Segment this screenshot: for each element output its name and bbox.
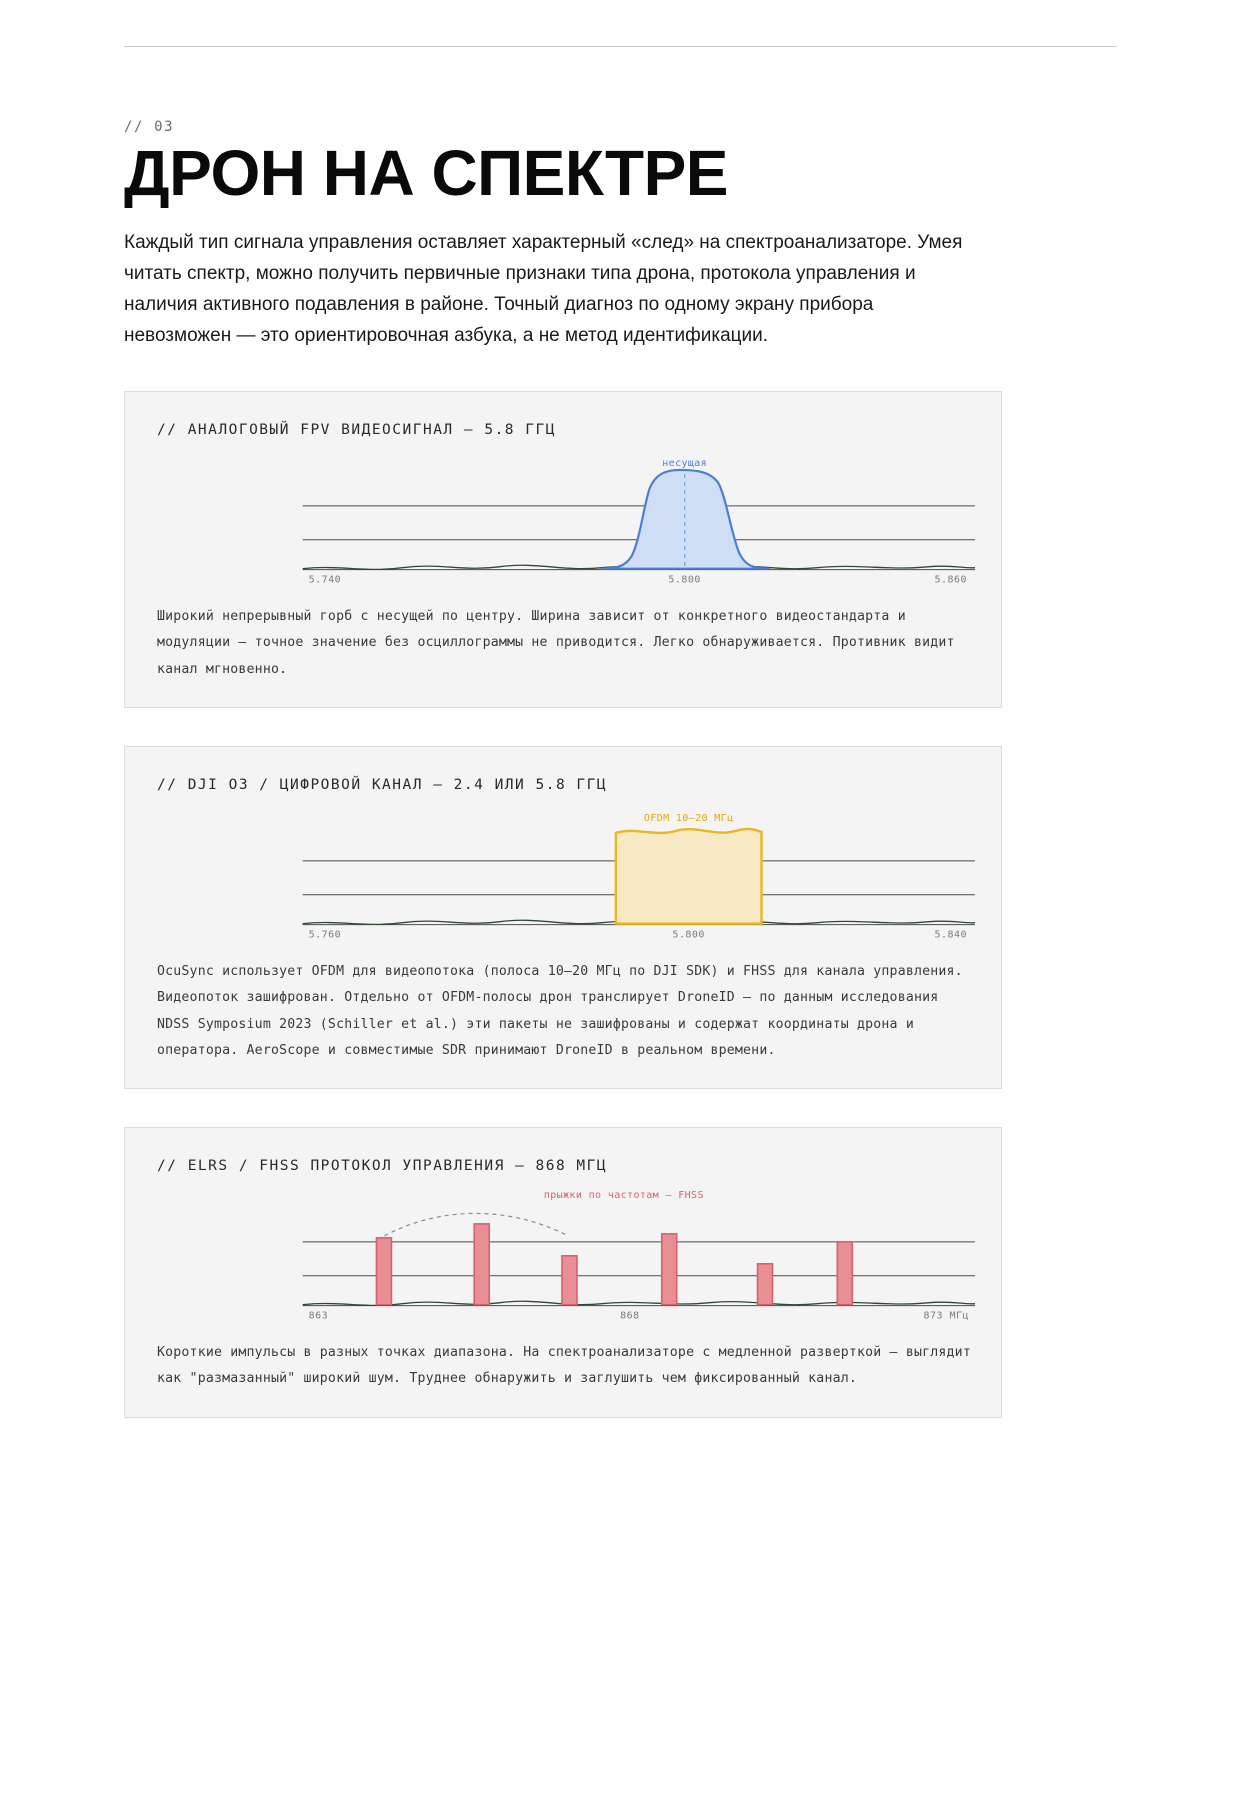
card-title-elrs-fhss: // ELRS / FHSS ПРОТОКОЛ УПРАВЛЕНИЯ — 868 МГЦ (157, 1158, 608, 1175)
fhss-pulse-bar (562, 1256, 577, 1305)
card-description-dji-o3: OcuSync использует OFDM для видеопотока (полоса 10—20 МГц по DJI SDK) и FHSS для канала управления. Видеопоток зашифрован. Отдельно от OFDM-полосы дрон транслирует DroneID — по данным исследования NDSS Symposium 2023 (Schiller et al.) эти пакеты не зашифрованы и содержат координаты дрона и оператора. AeroScope и совместимые SDR принимают DroneID в реальном времени. (157, 963, 963, 1059)
annotation-carrier: несущая (662, 458, 708, 470)
fhss-pulse-bar (662, 1234, 677, 1305)
spectrum-card-elrs-fhss (124, 1127, 1002, 1417)
section-kicker: // 03 (124, 119, 175, 135)
signal-envelope-analog (602, 470, 770, 569)
fhss-pulse-bar (758, 1264, 773, 1305)
fhss-pulse-bar (837, 1242, 852, 1305)
noise-floor-trace (303, 1302, 975, 1306)
x-tick-label: 5.740 (308, 574, 342, 586)
spectrum-card-dji-o3 (124, 746, 1002, 1089)
x-tick-label: 868 (620, 1311, 640, 1323)
chart-dji-o3 (151, 799, 975, 949)
x-tick-label: 873 МГц (923, 1311, 969, 1323)
card-description-elrs-fhss: Короткие импульсы в разных точках диапазона. На спектроанализаторе с медленной разверткой — выглядит как "размазанный" широкий шум. Труднее обнаружить и заглушить чем фиксированный канал. (157, 1345, 971, 1387)
fhss-pulse-bar (474, 1224, 489, 1305)
chart-analog-fpv (151, 444, 975, 594)
article-content (124, 119, 1002, 1418)
signal-envelope-ofdm (616, 829, 762, 924)
x-tick-label: 5.760 (308, 929, 342, 941)
page-root (0, 46, 1241, 1418)
spectrum-card-analog-fpv (124, 391, 1002, 708)
fhss-pulse-bar (376, 1238, 391, 1305)
annotation-fhss-hopping: прыжки по частотам — FHSS (543, 1190, 704, 1202)
page-title: ДРОН НА СПЕКТРЕ (124, 137, 728, 209)
x-tick-label: 863 (308, 1311, 329, 1323)
intro-paragraph: Каждый тип сигнала управления оставляет характерный «след» на спектроанализаторе. Умея читать спектр, можно получить первичные признаки типа дрона, протокола управления и наличия активного подавления в районе. Точный диагноз по одному экрану прибора невозможен — это ориентировочная азбука, а не метод идентификации. (124, 232, 963, 346)
x-tick-label: 5.860 (934, 574, 967, 586)
card-title-analog-fpv: // АНАЛОГОВЫЙ FPV ВИДЕОСИГНАЛ — 5.8 ГГЦ (157, 422, 556, 439)
x-tick-label: 5.800 (672, 929, 705, 941)
x-tick-label: 5.840 (934, 929, 967, 941)
chart-elrs-fhss (151, 1180, 975, 1330)
card-description-analog-fpv: Широкий непрерывный горб с несущей по центру. Ширина зависит от конкретного видеостандарта и модуляции — точное значение без осциллограммы не приводится. Легко обнаруживается. Противник видит канал мгновенно. (157, 608, 955, 677)
x-tick-label: 5.800 (668, 574, 701, 586)
card-title-dji-o3: // DJI O3 / ЦИФРОВОЙ КАНАЛ — 2.4 ИЛИ 5.8 ГГЦ (157, 777, 608, 794)
top-divider (124, 46, 1117, 47)
annotation-ofdm-bandwidth: OFDM 10—20 МГц (643, 813, 734, 825)
